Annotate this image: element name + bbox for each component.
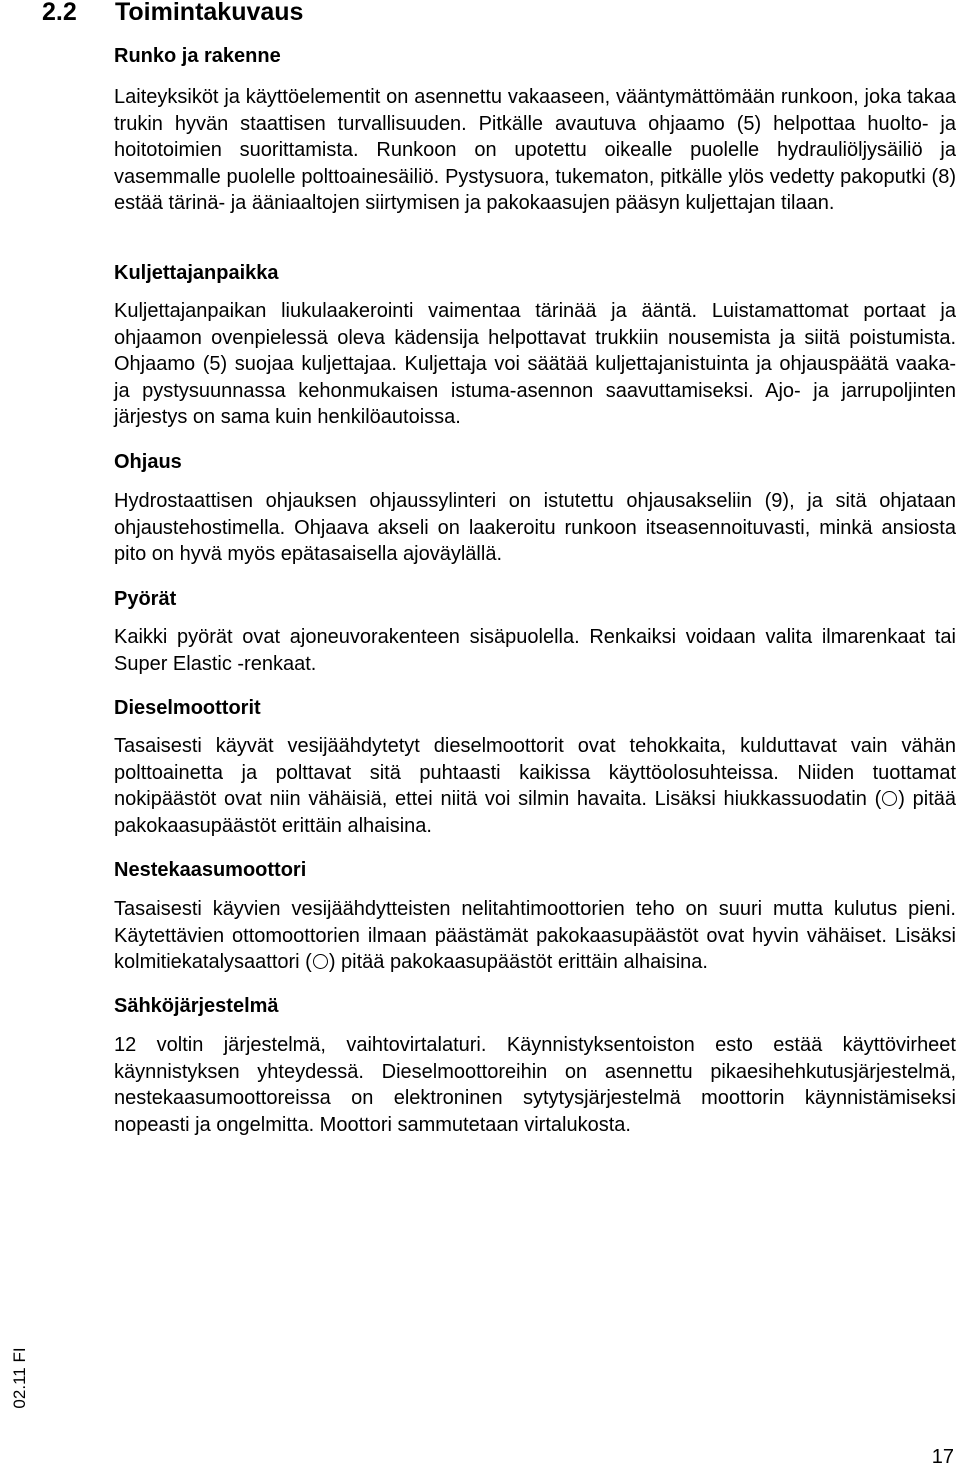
section-text-kuljettajanpaikka: Kuljettajanpaikan liukulaakerointi vaimentaa tärinää ja ääntä. Luistamattomat portaat ja ohjaamon ovenpielessä oleva kädensija helpottavat trukkiin nousemista ja siitä poistumista. Ohjaamo (5) suojaa kuljettajaa. Kuljettaja voi säätää kuljettajanistuinta ja ohjauspäätä vaaka- ja pystysuunnassa kehonmukaisen istuma-asennon saavuttamiseksi. Ajo- ja jarrupoljinten järjestys on sama kuin henkilöautoissa. [114,300,956,429]
section-heading-dieselmoottorit: Dieselmoottorit [114,697,261,719]
section-heading-ohjaus: Ohjaus [114,451,182,473]
section-text-dieselmoottorit-part2: ) pitää pakokaasupäästöt erittäin alhaisina. [114,788,956,837]
document-code: 02.11 FI [10,1347,29,1409]
circle-symbol-icon [882,791,897,806]
section-text-sahkojarjestelma: 12 voltin järjestelmä, vaihtovirtalaturi. Käynnistyksentoiston esto estää käyttövirheet käynnistyksen yhteydessä. Dieselmoottoreihin on asennettu pikaesihehkutusjärjestelmä, nestekaasumoottoreissa on elektroninen sytytysjärjestelmä moottorin käynnistämiseksi nopeasti ja ongelmitta. Moottori sammutetaan virtalukosta. [114,1034,956,1136]
section-text-pyorat: Kaikki pyörät ovat ajoneuvorakenteen sisäpuolella. Renkaiksi voidaan valita ilmarenkaat tai Super Elastic -renkaat. [114,626,956,675]
circle-symbol-icon [313,954,328,969]
section-heading-sahkojarjestelma: Sähköjärjestelmä [114,995,279,1017]
page-number: 17 [931,1446,954,1468]
section-text-ohjaus: Hydrostaattisen ohjauksen ohjaussylinteri on istutettu ohjausakseliin (9), ja sitä ohjataan ohjaustehostimella. Ohjaava akseli on laakeroitu runkoon itseasennoituvasti, minkä ansiosta pito on hyvä myös epätasaisella ajoväylällä. [114,490,956,566]
section-text-dieselmoottorit-part1: Tasaisesti käyvät vesijäähdytetyt dieselmoottorit ovat tehokkaita, kulduttavat vain vähän polttoainetta ja polttavat sitä puhtaasti kaikissa käyttöolosuhteissa. Niiden tuottamat nokipäästöt ovat niin vähäisiä, ettei niitä voi silmin havaita. Lisäksi hiukkassuodatin ( [114,735,956,811]
chapter-heading [42,0,303,27]
section-text-runko: Laiteyksiköt ja käyttöelementit on asennettu vakaaseen, vääntymättömään runkoon, joka takaa trukin hyvän staattisen turvallisuuden. Pitkälle avautuva ohjaamo (5) helpottaa huolto- ja hoitotoimien suorittamista. Runkoon on upotettu oikealle puolelle hydrauliöljysäiliö ja vasemmalle puolelle polttoainesäiliö. Pystysuora, tukematon, pitkälle ylös vedetty pakoputki (8) estää tärinä- ja ääniaaltojen siirtymisen ja pakokaasujen pääsyn kuljettajan tilaan. [114,86,956,215]
chapter-number: 2.2 [42,0,77,26]
section-text-nestekaasumoottori-part2: ) pitää pakokaasupäästöt erittäin alhaisina. [328,951,708,974]
section-heading-nestekaasumoottori: Nestekaasumoottori [114,859,307,881]
section-text-nestekaasumoottori-part1: Tasaisesti käyvien vesijäähdytteisten nelitahtimoottorien teho on suuri mutta kulutus pieni. Käytettävien ottomoottorien ilmaan päästämät pakokaasupäästöt ovat hyvin vähäiset. Lisäksi kolmitiekatalysaattori ( [114,898,956,974]
section-heading-kuljettajanpaikka: Kuljettajanpaikka [114,262,279,284]
section-text-dieselmoottorit [114,733,956,839]
section-heading-pyorat: Pyörät [114,588,177,610]
section-heading-runko: Runko ja rakenne [114,45,281,67]
chapter-title: Toimintakuvaus [115,0,304,26]
section-text-nestekaasumoottori [114,896,956,976]
